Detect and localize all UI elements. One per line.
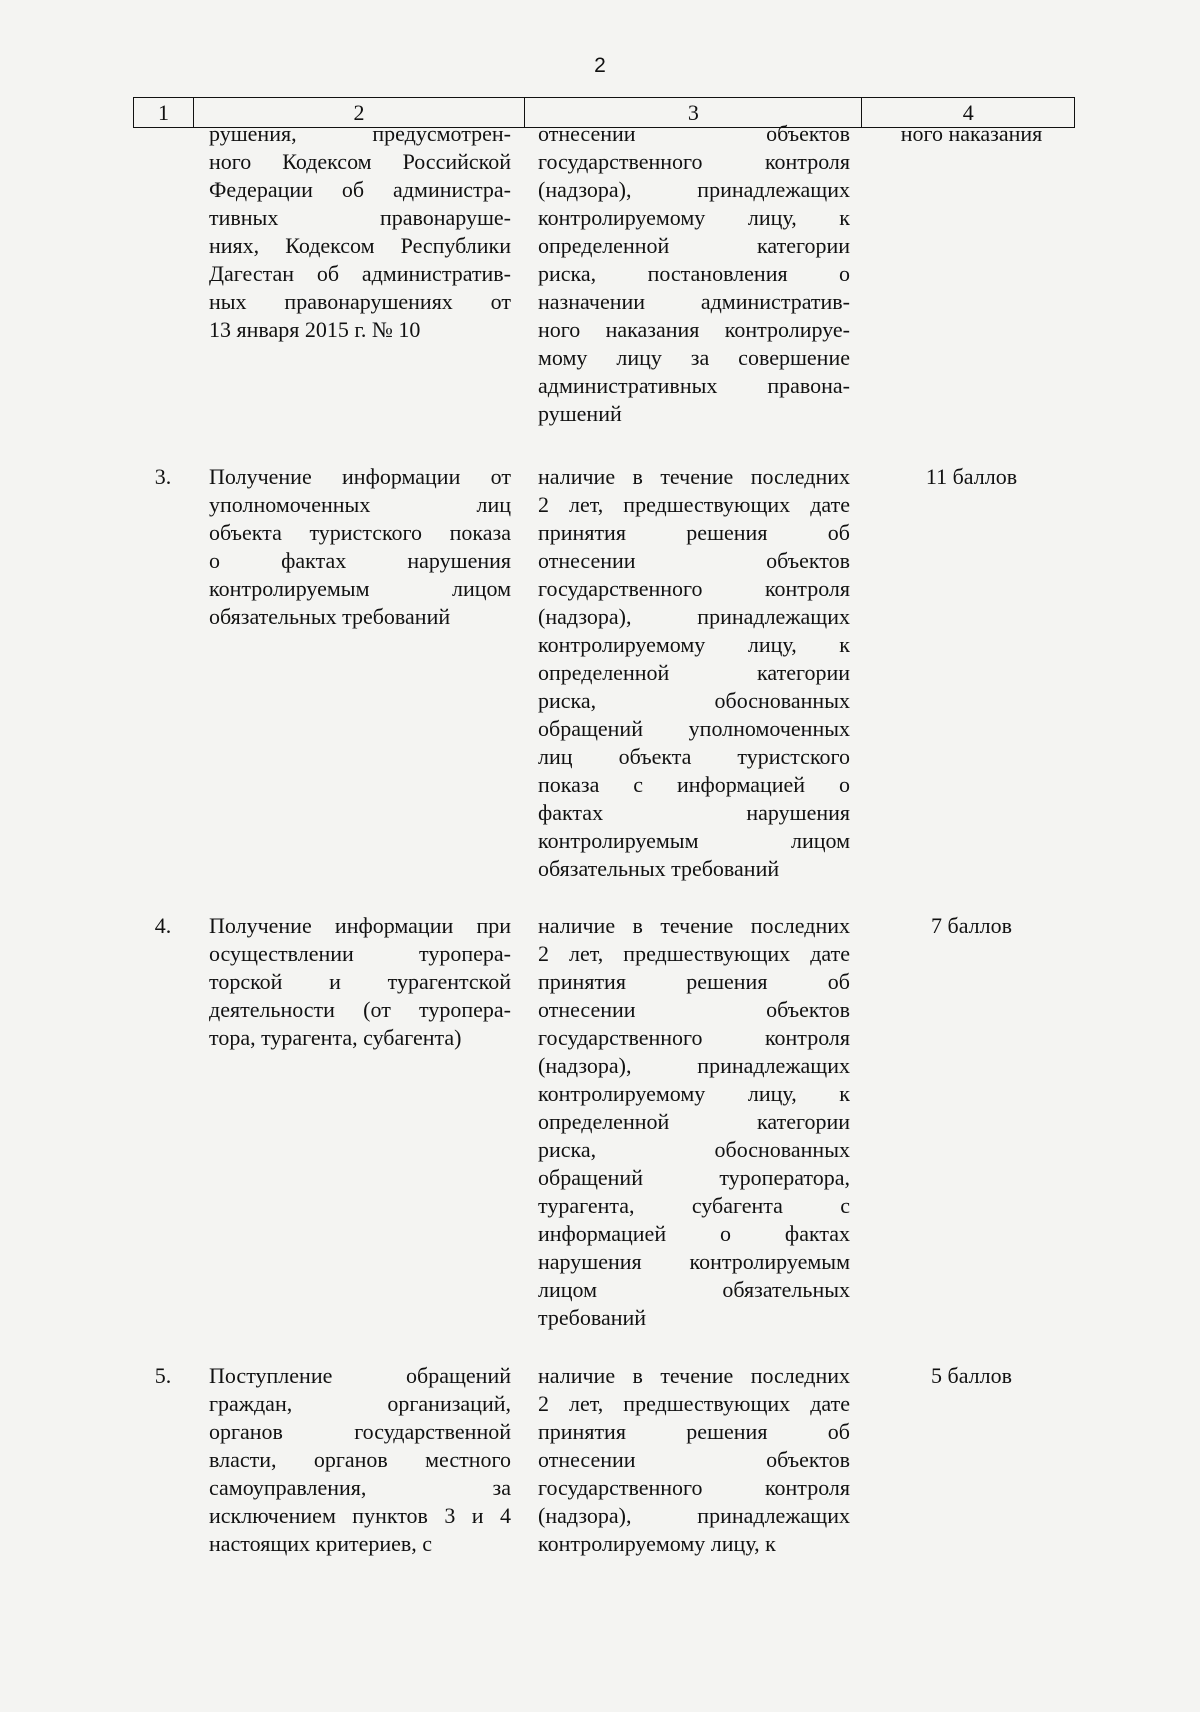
text-line: торской и турагентской [209,969,511,994]
text-line: исключением пунктов 3 и 4 [209,1503,511,1528]
text-line: показа с информацией о [538,772,850,797]
text-line: контролируемому лицу, к [538,205,850,230]
text-line: 13 января 2015 г. № 10 [209,317,421,342]
text-line: обращений уполномоченных [538,716,850,741]
header-col-4: 4 [962,99,974,125]
condition-text [538,1362,850,1558]
text-line: Поступление обращений [209,1363,511,1388]
condition-text [538,912,850,1332]
text-line: отнесении объектов [538,548,850,573]
text-line: 2 лет, предшествующих дате [538,492,850,517]
text-line: контролируемому лицу, к [538,1081,850,1106]
text-line: нарушения контролируемым [538,1249,850,1274]
text-line: государственного контроля [538,149,850,174]
text-line: наличие в течение последних [538,913,850,938]
criterion-text [209,912,511,1052]
row-number: 5. [154,1363,172,1388]
text-line: риска, обоснованных [538,1137,850,1162]
text-line: тора, турагента, субагента) [209,1025,462,1050]
score-text: 5 баллов [931,1363,1012,1388]
text-line: обязательных требований [538,856,780,881]
text-line: государственного контроля [538,576,850,601]
text-line: 2 лет, предшествующих дате [538,1391,850,1416]
text-line: контролируемому лицу, к [538,1531,776,1556]
text-line: принятия решения об [538,1419,850,1444]
text-line: риска, постановления о [538,261,850,286]
text-line: отнесении объектов [538,997,850,1022]
text-line: наличие в течение последних [538,464,850,489]
text-line: власти, органов местного [209,1447,511,1472]
page-number: 2 [594,54,606,77]
header-col-2: 2 [194,98,525,127]
text-line: лиц объекта туристского [538,744,850,769]
header-col-1: 1 [134,98,194,127]
text-line: административных правона- [538,373,850,398]
criterion-text [209,1362,511,1558]
text-line: определенной категории [538,1109,850,1134]
text-line: определенной категории [538,660,850,685]
text-line: рушения, предусмотрен- [209,121,511,146]
text-line: информацией о фактах [538,1221,850,1246]
criterion-text [209,120,511,344]
text-line: тивных правонаруше- [209,205,511,230]
text-line: Получение информации при [209,913,511,938]
text-line: ниях, Кодексом Республики [209,233,511,258]
text-line: (надзора), принадлежащих [538,604,850,629]
text-line: о фактах нарушения [209,548,511,573]
text-line: определенной категории [538,233,850,258]
text-line: Федерации об администра- [209,177,511,202]
text-line: мому лицу за совершение [538,345,850,370]
text-line: деятельности (от туропера- [209,997,511,1022]
text-line: обязательных требований [209,604,451,629]
criterion-text [209,463,511,631]
text-line: государственного контроля [538,1475,850,1500]
text-line: настоящих критериев, с [209,1531,433,1556]
text-line: контролируемому лицу, к [538,632,850,657]
text-line: ного наказания контролируе- [538,317,850,342]
text-line: граждан, организаций, [209,1391,511,1416]
text-line: фактах нарушения [538,800,850,825]
text-line: турагента, субагента с [538,1193,850,1218]
row-number: 3. [154,464,172,489]
text-line: (надзора), принадлежащих [538,177,850,202]
text-line: принятия решения об [538,969,850,994]
text-line: (надзора), принадлежащих [538,1503,850,1528]
text-line: рушений [538,401,622,426]
text-line: 2 лет, предшествующих дате [538,941,850,966]
header-col-3: 3 [525,98,862,127]
text-line: контролируемым лицом [209,576,511,601]
text-line: требований [538,1305,647,1330]
condition-text [538,463,850,883]
row-number: 4. [154,913,172,938]
text-line: наличие в течение последних [538,1363,850,1388]
text-line: Получение информации от [209,464,511,489]
text-line: отнесении объектов [538,1447,850,1472]
text-line: назначении административ- [538,289,850,314]
text-line: объекта туристского показа [209,520,511,545]
text-line: осуществлении туропера- [209,941,511,966]
text-line: государственного контроля [538,1025,850,1050]
text-line: ного Кодексом Российской [209,149,511,174]
text-line: обращений туроператора, [538,1165,850,1190]
condition-text [538,120,850,428]
score-text: 11 баллов [925,464,1018,489]
text-line: самоуправления, за [209,1475,511,1500]
text-line: лицом обязательных [538,1277,850,1302]
score-text: ного наказания [900,121,1043,146]
text-line: отнесении объектов [538,121,850,146]
score-text: 7 баллов [931,913,1012,938]
text-line: (надзора), принадлежащих [538,1053,850,1078]
text-line: принятия решения об [538,520,850,545]
text-line: ных правонарушениях от [209,289,511,314]
text-line: органов государственной [209,1419,511,1444]
text-line: Дагестан об административ- [209,261,511,286]
text-line: уполномоченных лиц [209,492,511,517]
text-line: риска, обоснованных [538,688,850,713]
text-line: контролируемым лицом [538,828,850,853]
